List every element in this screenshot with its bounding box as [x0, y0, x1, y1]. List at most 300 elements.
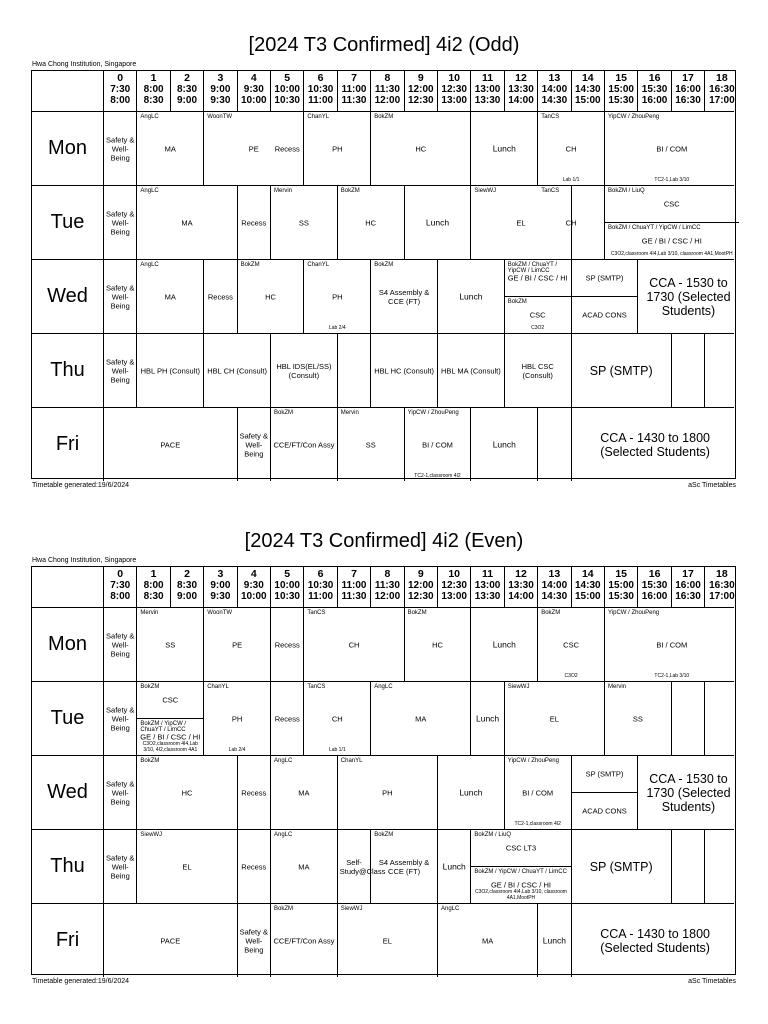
subject-label: S4 Assembly & CCE (FT)	[378, 287, 430, 306]
subject-label: EL	[382, 936, 392, 945]
period-end: 11:30	[341, 591, 367, 602]
teacher-name: Mervin	[140, 610, 159, 616]
lesson-cell[interactable]	[538, 608, 605, 681]
subject-label: EL	[516, 218, 526, 227]
period-header	[238, 71, 271, 111]
lesson-cell[interactable]	[137, 334, 204, 407]
day-name: Tue	[32, 186, 104, 259]
period-start: 16:30	[709, 84, 735, 95]
period-start: 16:00	[675, 580, 701, 591]
lesson-cell[interactable]	[271, 682, 304, 755]
teacher-name: YipCW / ZhouPeng	[608, 610, 660, 616]
subject-label: Lunch	[442, 861, 466, 871]
lesson-cell[interactable]	[705, 830, 738, 903]
subject-label: PACE	[160, 440, 181, 449]
period-header	[405, 567, 438, 607]
lesson-cell[interactable]	[338, 408, 405, 481]
lesson-cell[interactable]	[271, 608, 304, 681]
subject-label: Lunch	[492, 143, 516, 153]
lesson-cell[interactable]	[438, 334, 505, 407]
lesson-cell[interactable]	[371, 112, 471, 185]
lesson-cell[interactable]	[505, 260, 572, 297]
room-label: TC2-1,Lab 3/10	[654, 673, 690, 679]
lesson-cell[interactable]	[538, 112, 605, 185]
subject-label: Lunch	[492, 639, 516, 649]
subject-label: CCA - 1430 to 1800 (Selected Students)	[600, 926, 710, 955]
lesson-cell[interactable]	[572, 297, 639, 334]
timetable-title: [2024 T3 Confirmed] 4i2 (Odd)	[248, 34, 520, 56]
subject-label: SP (SMTP)	[589, 859, 653, 874]
subject-label: EL	[549, 714, 559, 723]
generated-date: Timetable generated:19/6/2024	[32, 978, 130, 985]
teacher-name: ChanYL	[307, 262, 330, 268]
period-end: 14:30	[541, 95, 568, 106]
lesson-cell[interactable]	[104, 186, 137, 259]
lesson-cell[interactable]	[137, 260, 204, 333]
lesson-cell[interactable]	[505, 297, 572, 334]
period-header	[104, 567, 137, 607]
period-number: 1	[150, 568, 157, 580]
teacher-name: AngLC	[374, 684, 393, 690]
lesson-cell[interactable]	[271, 830, 338, 903]
period-header	[438, 71, 471, 111]
header-corner	[32, 71, 104, 111]
generated-date: Timetable generated:19/6/2024	[32, 482, 130, 489]
subject-label: MA	[164, 144, 176, 153]
lesson-cell[interactable]	[338, 334, 371, 407]
lesson-cell[interactable]	[238, 408, 271, 481]
subject-label: BI / COM	[656, 144, 688, 153]
subject-label: CH	[565, 144, 577, 153]
lesson-cell[interactable]	[438, 904, 538, 977]
period-end: 15:30	[608, 591, 634, 602]
period-start: 8:30	[176, 84, 197, 95]
lesson-cell[interactable]	[371, 830, 438, 903]
teacher-name: TanCS	[541, 188, 560, 194]
subject-label: Safety & Well-Being	[106, 779, 135, 806]
subject-label: Safety & Well-Being	[239, 431, 268, 458]
teacher-name: BokZM	[340, 188, 360, 194]
subject-label: CSC LT3	[505, 843, 537, 853]
subject-label: PH	[382, 788, 393, 797]
period-start: 16:30	[709, 580, 735, 591]
lesson-cell[interactable]	[572, 830, 672, 903]
lesson-cell[interactable]	[304, 112, 371, 185]
lesson-cell[interactable]	[271, 756, 338, 829]
subject-label: SP (SMTP)	[589, 363, 653, 378]
room-label: C3O2	[531, 325, 545, 331]
period-number: 11	[482, 72, 494, 84]
period-start: 15:30	[641, 580, 668, 591]
subject-label: SP (SMTP)	[585, 273, 624, 283]
period-end: 12:30	[408, 591, 434, 602]
generator-credit: aSc Timetables	[688, 978, 736, 985]
lesson-cell[interactable]	[405, 608, 472, 681]
period-end: 9:30	[210, 591, 231, 602]
period-end: 9:30	[210, 95, 231, 106]
subject-label: SS	[298, 218, 309, 227]
lesson-cell[interactable]	[238, 904, 271, 977]
lesson-cell[interactable]	[471, 608, 538, 681]
period-start: 10:00	[274, 580, 300, 591]
subject-label: Lunch	[459, 787, 483, 797]
lesson-cell[interactable]	[204, 334, 271, 407]
period-end: 14:30	[541, 591, 568, 602]
lesson-cell[interactable]	[438, 756, 505, 829]
teacher-name: BokZM / YipCW / ChuaYT / LimCC	[474, 868, 567, 875]
period-start: 12:30	[441, 580, 467, 591]
period-start: 8:00	[143, 84, 164, 95]
period-number: 13	[548, 72, 561, 84]
period-end: 14:00	[508, 95, 534, 106]
lesson-cell[interactable]	[471, 867, 571, 904]
lesson-cell[interactable]	[338, 756, 438, 829]
lesson-cell[interactable]	[405, 408, 472, 481]
period-number: 16	[648, 568, 661, 580]
subject-label: SS	[165, 640, 176, 649]
day-name: Fri	[32, 408, 104, 481]
lesson-cell[interactable]	[371, 682, 471, 755]
lesson-cell[interactable]	[338, 186, 405, 259]
period-start: 12:00	[408, 84, 434, 95]
lesson-cell[interactable]	[104, 904, 238, 977]
lesson-cell[interactable]	[238, 260, 305, 333]
period-end: 12:30	[408, 95, 434, 106]
period-number: 14	[581, 72, 594, 84]
period-number: 8	[384, 568, 391, 580]
day-name: Thu	[32, 830, 104, 903]
lesson-cell[interactable]	[137, 112, 204, 185]
lesson-cell[interactable]	[505, 756, 572, 829]
subject-label: CSC	[529, 310, 546, 320]
day-name: Mon	[32, 608, 104, 681]
teacher-name: SiewWJ	[340, 906, 363, 912]
period-header	[371, 71, 404, 111]
lesson-cell[interactable]	[137, 719, 204, 756]
teacher-name: AngLC	[274, 832, 293, 838]
subject-label: Safety & Well-Being	[106, 283, 135, 310]
lesson-cell[interactable]	[572, 756, 639, 793]
period-header	[505, 71, 538, 111]
teacher-name: AngLC	[140, 188, 159, 194]
lesson-cell[interactable]	[137, 682, 204, 719]
period-end: 11:00	[308, 591, 334, 602]
period-start: 13:30	[508, 580, 534, 591]
lesson-cell[interactable]	[304, 260, 371, 333]
lesson-cell[interactable]	[572, 793, 639, 830]
lesson-cell[interactable]	[471, 830, 571, 867]
subject-label: Safety & Well-Being	[106, 357, 135, 384]
subject-label: PH	[332, 292, 343, 301]
lesson-cell[interactable]	[538, 186, 605, 259]
period-header	[104, 71, 137, 111]
subject-label: Self-Study@Class	[339, 857, 386, 876]
subject-label: HBL CH (Consult)	[207, 366, 267, 375]
period-end: 15:30	[608, 95, 634, 106]
period-header	[505, 567, 538, 607]
lesson-cell[interactable]	[137, 608, 204, 681]
lesson-cell[interactable]	[271, 112, 304, 185]
period-header	[271, 567, 304, 607]
lesson-cell[interactable]	[104, 756, 137, 829]
period-header	[438, 567, 471, 607]
period-start: 9:00	[210, 84, 231, 95]
day-row-mon	[32, 607, 734, 681]
period-number: 1	[150, 72, 157, 84]
lesson-cell[interactable]	[204, 608, 271, 681]
subject-label: Safety & Well-Being	[106, 853, 135, 880]
period-number: 0	[117, 568, 124, 580]
period-header	[304, 567, 337, 607]
period-number: 2	[184, 72, 190, 84]
room-label: C3O2,classroom 4I4,Lab 3/10, 4I2,classroom 4A1	[142, 741, 198, 753]
subject-label: Lunch	[492, 439, 516, 449]
period-number: 5	[284, 72, 291, 84]
subject-label: CH	[565, 218, 577, 227]
subject-label: PE	[248, 144, 259, 153]
subject-label: HBL IDS(EL/SS) (Consult)	[276, 361, 332, 380]
period-start: 13:00	[474, 84, 501, 95]
period-start: 12:00	[408, 580, 434, 591]
lesson-cell[interactable]	[137, 830, 237, 903]
period-start: 10:30	[307, 84, 334, 95]
day-row-wed	[32, 755, 734, 829]
subject-label: HBL HC (Consult)	[374, 366, 434, 375]
subject-label: Lunch	[425, 217, 450, 227]
period-end: 16:00	[641, 591, 668, 602]
lesson-cell[interactable]	[405, 186, 472, 259]
timetable-title: [2024 T3 Confirmed] 4i2 (Even)	[244, 530, 524, 552]
lesson-cell[interactable]	[238, 756, 271, 829]
subject-label: SP (SMTP)	[585, 769, 624, 779]
subject-label: Safety & Well-Being	[106, 209, 135, 236]
lesson-cell[interactable]	[104, 334, 137, 407]
subject-label: CH	[348, 640, 360, 649]
teacher-name: ChanYL	[307, 114, 330, 120]
subject-label: EL	[182, 862, 192, 871]
lesson-cell[interactable]	[271, 904, 338, 977]
teacher-name: WoonTW	[207, 610, 233, 616]
subject-label: CCA - 1530 to 1730 (Selected Students)	[646, 275, 731, 318]
period-end: 8:00	[110, 95, 131, 106]
period-end: 13:30	[474, 95, 501, 106]
period-end: 9:00	[176, 95, 197, 106]
lesson-cell[interactable]	[605, 608, 739, 681]
lesson-cell[interactable]	[605, 223, 739, 260]
period-start: 10:00	[274, 84, 300, 95]
subject-label: CCA - 1530 to 1730 (Selected Students)	[646, 771, 731, 814]
period-header	[638, 71, 671, 111]
lesson-cell[interactable]	[572, 408, 739, 481]
period-end: 16:00	[641, 95, 668, 106]
teacher-name: BokZM / ChuaYT / YipCW / LimCC	[608, 224, 701, 231]
subject-label: Recess	[241, 788, 267, 797]
day-row-tue	[32, 681, 734, 755]
teacher-name: Mervin	[340, 410, 359, 416]
day-name: Thu	[32, 334, 104, 407]
lesson-cell[interactable]	[471, 408, 538, 481]
lesson-cell[interactable]	[238, 830, 271, 903]
period-number: 12	[515, 568, 527, 580]
period-header	[471, 71, 504, 111]
period-start: 8:00	[143, 580, 164, 591]
lesson-cell[interactable]	[471, 682, 504, 755]
subject-label: Safety & Well-Being	[106, 705, 135, 732]
lesson-cell[interactable]	[104, 260, 137, 333]
subject-label: CSC	[162, 695, 179, 705]
period-number: 3	[217, 72, 224, 84]
subject-label: Safety & Well-Being	[106, 135, 135, 162]
teacher-name: BokZM	[240, 262, 260, 268]
period-number: 14	[581, 568, 594, 580]
lesson-cell[interactable]	[238, 186, 271, 259]
subject-label: Lunch	[542, 935, 566, 945]
lesson-cell[interactable]	[572, 334, 672, 407]
lesson-cell[interactable]	[438, 260, 505, 333]
period-start: 11:00	[341, 580, 367, 591]
header-corner	[32, 567, 104, 607]
subject-label: Safety & Well-Being	[106, 631, 135, 658]
teacher-name: AngLC	[140, 262, 159, 268]
day-row-thu	[32, 829, 734, 903]
subject-label: PH	[332, 144, 343, 153]
lesson-cell[interactable]	[505, 334, 572, 407]
period-header	[705, 71, 738, 111]
teacher-name: Mervin	[608, 684, 627, 690]
teacher-name: BokZM	[374, 114, 394, 120]
lesson-cell[interactable]	[137, 756, 237, 829]
period-header	[171, 567, 204, 607]
period-start: 7:30	[110, 580, 131, 591]
lesson-cell[interactable]	[638, 756, 738, 829]
day-row-wed	[32, 259, 734, 333]
period-start: 8:30	[176, 580, 197, 591]
lesson-cell[interactable]	[538, 904, 571, 977]
period-end: 13:30	[474, 591, 501, 602]
period-header	[572, 567, 605, 607]
lesson-cell[interactable]	[271, 186, 338, 259]
subject-label: HBL CSC (Consult)	[521, 361, 554, 380]
period-number: 3	[217, 568, 224, 580]
lesson-cell[interactable]	[672, 682, 705, 755]
day-name: Wed	[32, 260, 104, 333]
lesson-cell[interactable]	[137, 186, 237, 259]
period-number: 4	[250, 568, 257, 580]
lesson-cell[interactable]	[672, 334, 705, 407]
lesson-cell[interactable]	[304, 608, 404, 681]
period-number: 7	[351, 72, 357, 84]
period-end: 8:30	[143, 591, 164, 602]
teacher-name: BokZM	[407, 610, 427, 616]
period-start: 9:30	[243, 84, 264, 95]
lesson-cell[interactable]	[204, 260, 237, 333]
lesson-cell[interactable]	[104, 112, 137, 185]
period-header	[605, 71, 638, 111]
subject-label: SS	[365, 440, 376, 449]
teacher-name: ChanYL	[340, 758, 363, 764]
teacher-name: BokZM	[140, 684, 160, 690]
period-start: 10:30	[307, 580, 334, 591]
period-start: 11:30	[374, 84, 400, 95]
period-header	[605, 567, 638, 607]
lesson-cell[interactable]	[605, 112, 739, 185]
lesson-cell[interactable]	[104, 682, 137, 755]
period-header	[638, 567, 671, 607]
period-number: 2	[184, 568, 190, 580]
lesson-cell[interactable]	[705, 682, 738, 755]
lesson-cell[interactable]	[204, 682, 271, 755]
period-header	[338, 567, 371, 607]
lesson-cell[interactable]	[471, 112, 538, 185]
period-end: 13:00	[441, 95, 467, 106]
period-number: 17	[682, 568, 694, 580]
lesson-cell[interactable]	[271, 334, 338, 407]
timetable-grid	[31, 70, 736, 479]
lesson-cell[interactable]	[572, 904, 739, 977]
period-header	[137, 567, 170, 607]
period-end: 12:00	[374, 591, 401, 602]
lesson-cell[interactable]	[271, 408, 338, 481]
lesson-cell[interactable]	[572, 260, 639, 297]
subject-label: HC	[365, 218, 377, 227]
teacher-name: BokZM / LiuQ	[474, 832, 512, 838]
lesson-cell[interactable]	[304, 682, 371, 755]
subject-label: Safety & Well-Being	[239, 927, 268, 954]
teacher-name: AngLC	[274, 758, 293, 764]
teacher-name: AngLC	[140, 114, 159, 120]
day-name: Fri	[32, 904, 104, 977]
period-end: 8:00	[110, 591, 131, 602]
lesson-cell[interactable]	[104, 608, 137, 681]
room-label: TC2-1,classroom 4I2	[514, 821, 561, 827]
subject-label: PE	[232, 640, 243, 649]
subject-label: HBL PH (Consult)	[140, 366, 200, 375]
lesson-cell[interactable]	[371, 260, 438, 333]
lesson-cell[interactable]	[104, 830, 137, 903]
period-end: 17:00	[709, 95, 735, 106]
teacher-name: ChanYL	[207, 684, 229, 690]
subject-label: BI / COM	[656, 640, 688, 649]
lesson-cell[interactable]	[538, 408, 571, 481]
lesson-cell[interactable]	[505, 682, 605, 755]
teacher-name: AngLC	[441, 906, 460, 912]
lesson-cell[interactable]	[638, 260, 738, 333]
lesson-cell[interactable]	[672, 830, 705, 903]
lesson-cell[interactable]	[705, 334, 738, 407]
subject-label: Recess	[241, 862, 267, 871]
lesson-cell[interactable]	[438, 830, 471, 903]
period-number: 0	[117, 72, 124, 84]
timetable-grid	[31, 566, 736, 975]
period-number: 18	[716, 568, 728, 580]
period-number: 7	[351, 568, 357, 580]
subject-label: Recess	[241, 218, 267, 227]
teacher-name: BokZM	[274, 410, 294, 416]
period-number: 11	[482, 568, 494, 580]
subject-label: Lunch	[459, 291, 483, 301]
lesson-cell[interactable]	[605, 186, 739, 223]
lesson-cell[interactable]	[605, 682, 672, 755]
lesson-cell[interactable]	[371, 334, 438, 407]
lesson-cell[interactable]	[104, 408, 238, 481]
period-number: 9	[417, 72, 424, 84]
period-end: 9:00	[176, 591, 197, 602]
period-start: 14:00	[541, 580, 568, 591]
period-end: 11:00	[308, 95, 334, 106]
lesson-cell[interactable]	[338, 904, 438, 977]
period-number: 18	[716, 72, 728, 84]
subject-label: CCE/FT/Con Assy	[273, 440, 335, 449]
